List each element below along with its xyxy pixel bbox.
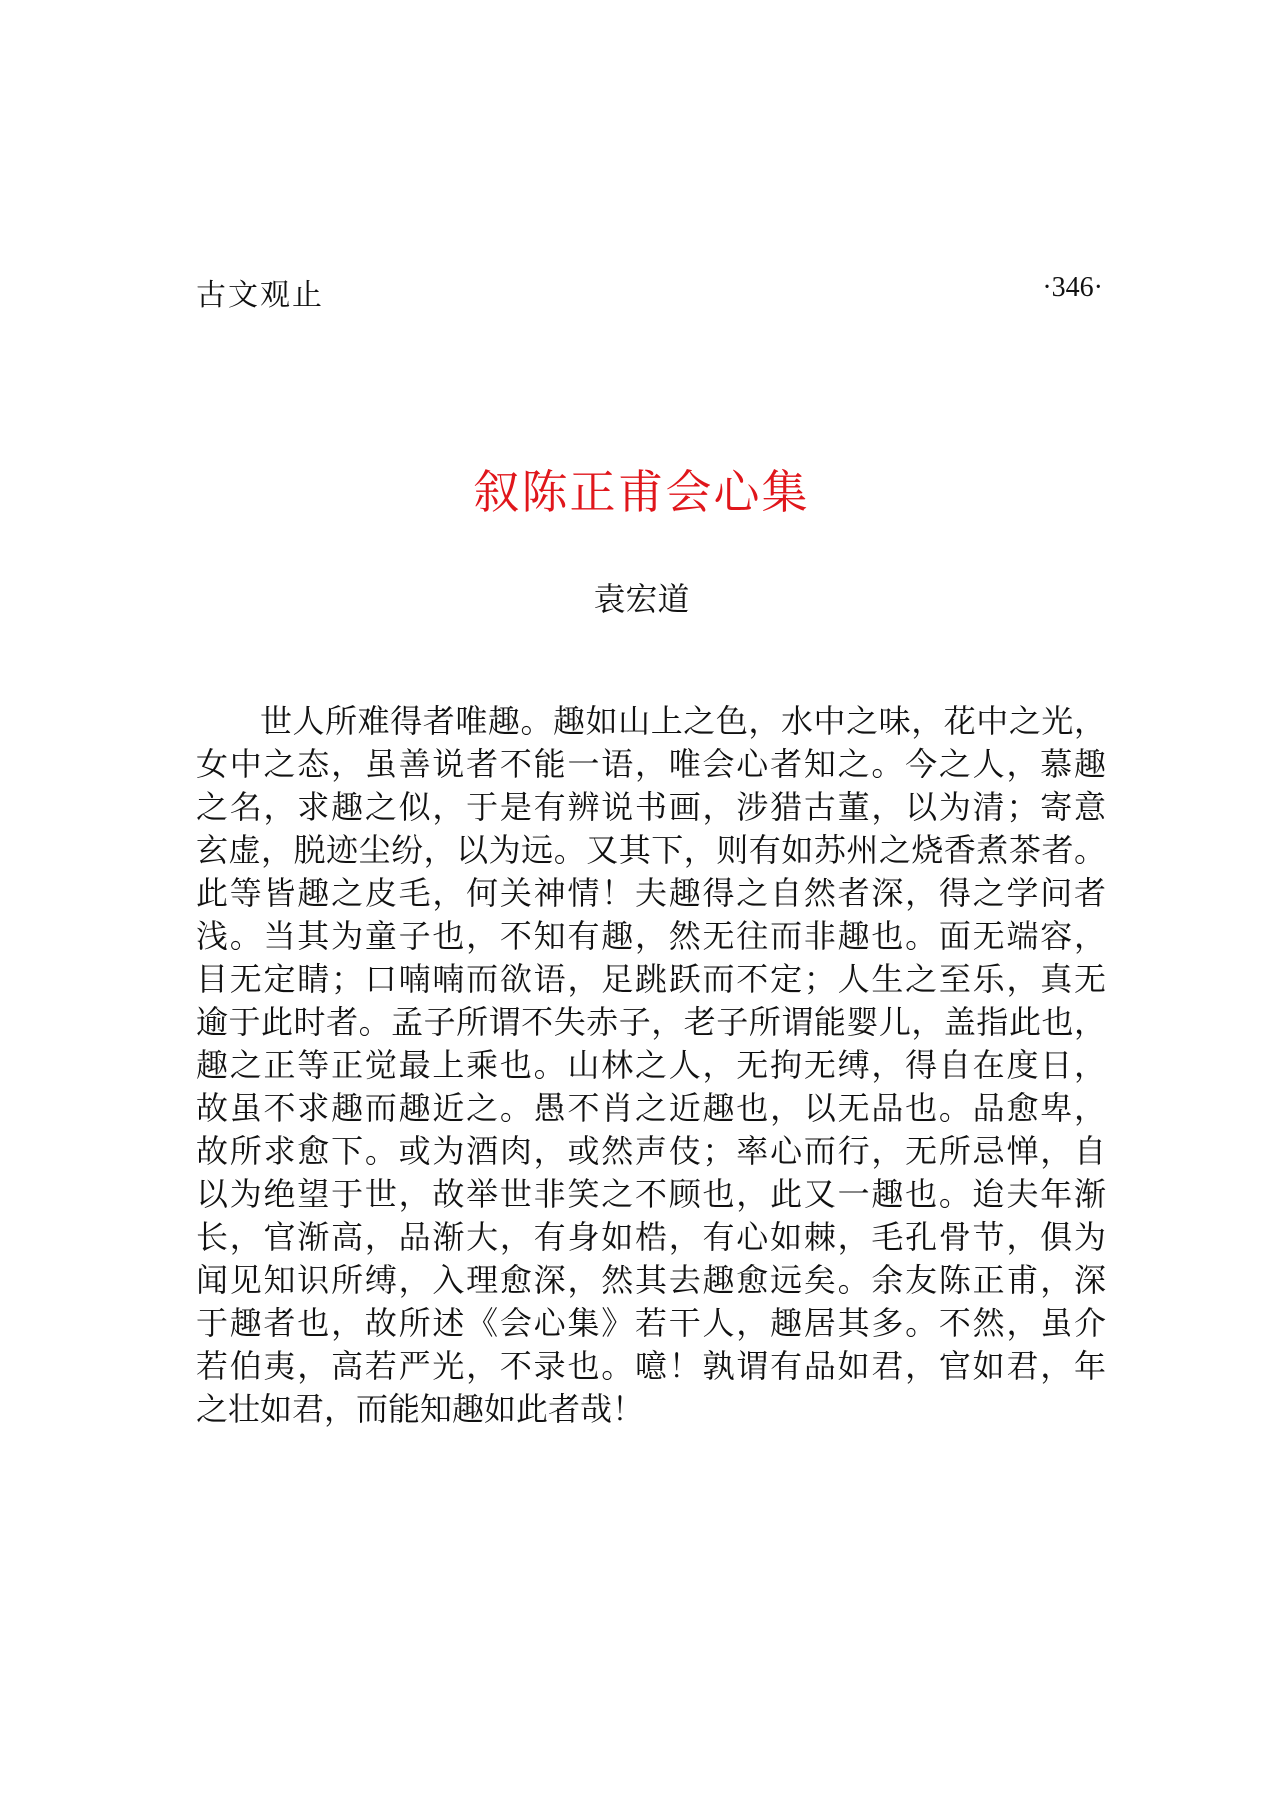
body-line: 玄虚，脱迹尘纷，以为远。又其下，则有如苏州之烧香煮茶者。 <box>196 831 1106 869</box>
body-line: 故虽不求趣而趣近之。愚不肖之近趣也，以无品也。品愈卑， <box>196 1089 1106 1127</box>
body-line: 趣之正等正觉最上乘也。山林之人，无拘无缚，得自在度日， <box>196 1046 1106 1084</box>
article-title: 叙陈正甫会心集 <box>473 465 810 519</box>
body-line: 以为绝望于世，故举世非笑之不顾也，此又一趣也。迨夫年渐 <box>196 1175 1106 1213</box>
page-number: ·346· <box>1042 272 1103 303</box>
running-header-book-title: 古文观止 <box>196 278 324 313</box>
body-line: 逾于此时者。孟子所谓不失赤子，老子所谓能婴儿，盖指此也， <box>196 1003 1106 1041</box>
body-line: 浅。当其为童子也，不知有趣，然无往而非趣也。面无端容， <box>196 917 1106 955</box>
article-body <box>196 700 1106 1431</box>
body-line: 世人所难得者唯趣。趣如山上之色，水中之味，花中之光， <box>260 702 1106 740</box>
body-line: 目无定睛；口喃喃而欲语，足跳跃而不定；人生之至乐，真无 <box>196 960 1106 998</box>
body-line: 女中之态，虽善说者不能一语，唯会心者知之。今之人，慕趣 <box>196 745 1106 783</box>
body-line: 闻见知识所缚，入理愈深，然其去趣愈远矣。余友陈正甫，深 <box>196 1261 1106 1299</box>
body-line: 于趣者也，故所述《会心集》若干人，趣居其多。不然，虽介 <box>196 1304 1106 1342</box>
body-line: 之壮如君，而能知趣如此者哉！ <box>196 1390 645 1428</box>
body-line: 之名，求趣之似，于是有辨说书画，涉猎古董，以为清；寄意 <box>196 788 1106 826</box>
body-line: 故所求愈下。或为酒肉，或然声伎；率心而行，无所忌惮，自 <box>196 1132 1106 1170</box>
body-line: 此等皆趣之皮毛，何关神情！夫趣得之自然者深，得之学问者 <box>196 874 1106 912</box>
article-author: 袁宏道 <box>593 580 690 618</box>
body-line: 长，官渐高，品渐大，有身如梏，有心如棘，毛孔骨节，俱为 <box>196 1218 1106 1256</box>
body-line: 若伯夷，高若严光，不录也。噫！孰谓有品如君，官如君，年 <box>196 1347 1106 1385</box>
